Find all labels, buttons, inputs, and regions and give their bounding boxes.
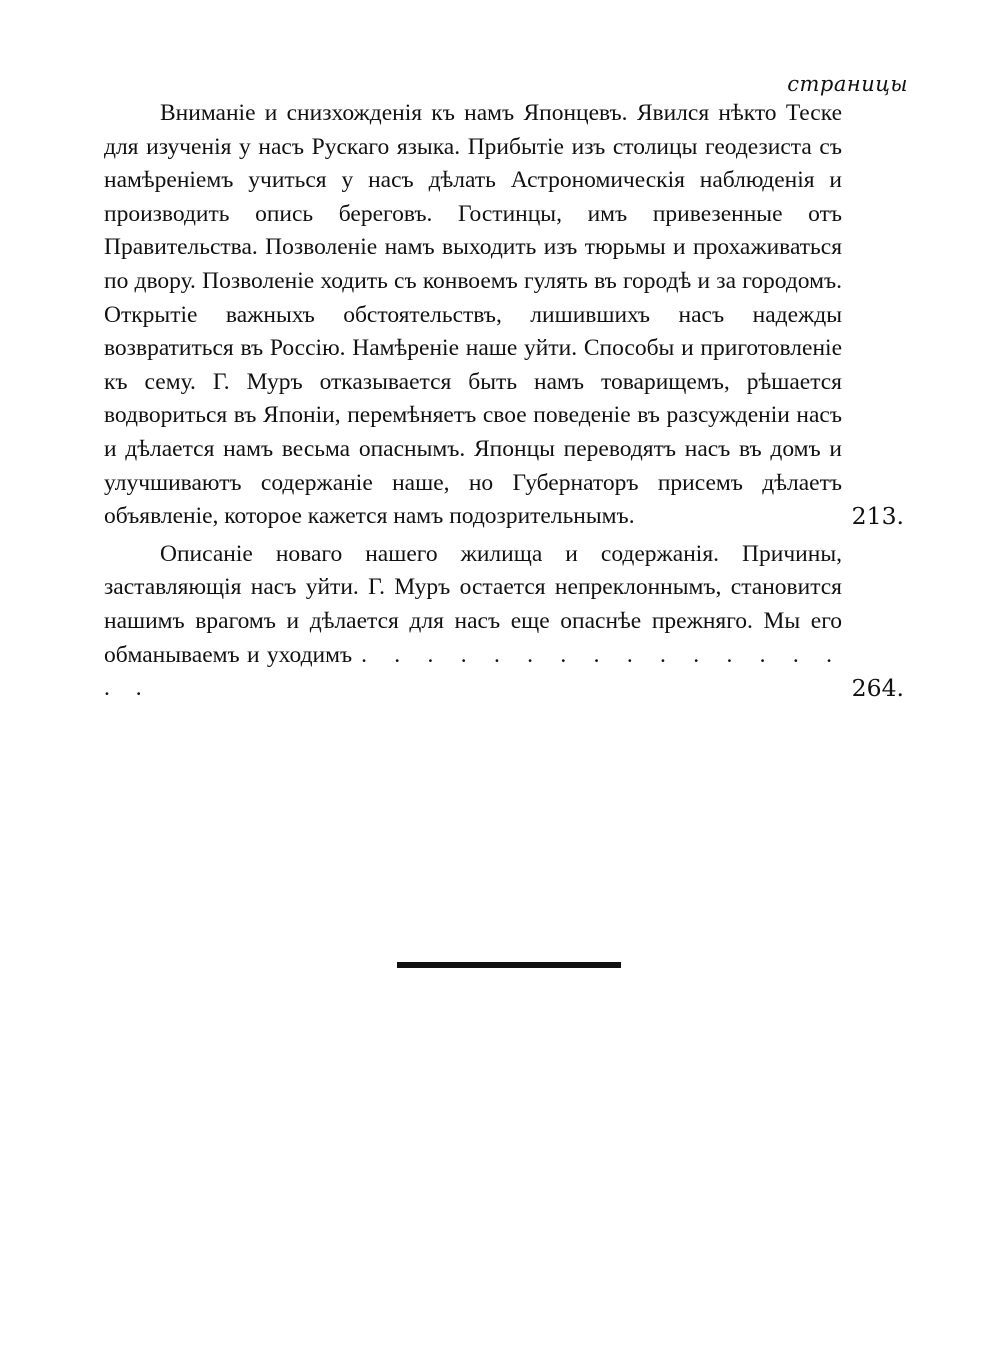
toc-entry: [104, 537, 904, 705]
toc-entry: [104, 96, 904, 533]
table-of-contents: [104, 96, 904, 705]
toc-entry-text: Описаніе новаго нашего жилища и содержанія. Причины, заставляющія насъ уйти. Г. Муръ остается непреклоннымъ, становится нашимъ врагомъ и дѣлается для насъ еще опаснѣе прежняго. Мы его обманываемъ и уходимъ: [104, 540, 842, 668]
toc-entry-page-number: 213.: [851, 502, 904, 531]
toc-entry-page-number: 264.: [851, 674, 904, 703]
end-rule-divider: [397, 962, 621, 968]
toc-entry-text: Вниманіе и снизхожденія къ намъ Японцевъ. Явился нѣкто Теске для изученія у насъ Рускаго языка. Прибытіе изъ столицы геодезиста съ намѣреніемъ учиться у насъ дѣлать Астрономическія наблюденія и производить опись береговъ. Гостинцы, имъ привезенные отъ Правительства. Позволеніе намъ выходить изъ тюрьмы и прохаживаться по двору. Позволеніе ходить съ конвоемъ гулять въ городѣ и за городомъ. Открытіе важныхъ обстоятельствъ, лишившихъ насъ надежды возвратиться въ Россію. Намѣреніе наше уйти. Способы и приготовленіе къ сему. Г. Муръ отказывается быть намъ товарищемъ, рѣшается водвориться въ Японіи, перемѣняетъ свое поведеніе въ разсужденіи насъ и дѣлается намъ весьма опаснымъ. Японцы переводятъ насъ въ домъ и улучшиваютъ содержаніе наше, но Губернаторъ присемъ дѣлаетъ объявленіе, которое кажется намъ подозрительнымъ.: [104, 100, 842, 530]
dot-leader: . . . . . . . . . . . . . . . . .: [104, 641, 842, 702]
column-heading-pages: страницы: [787, 72, 908, 96]
